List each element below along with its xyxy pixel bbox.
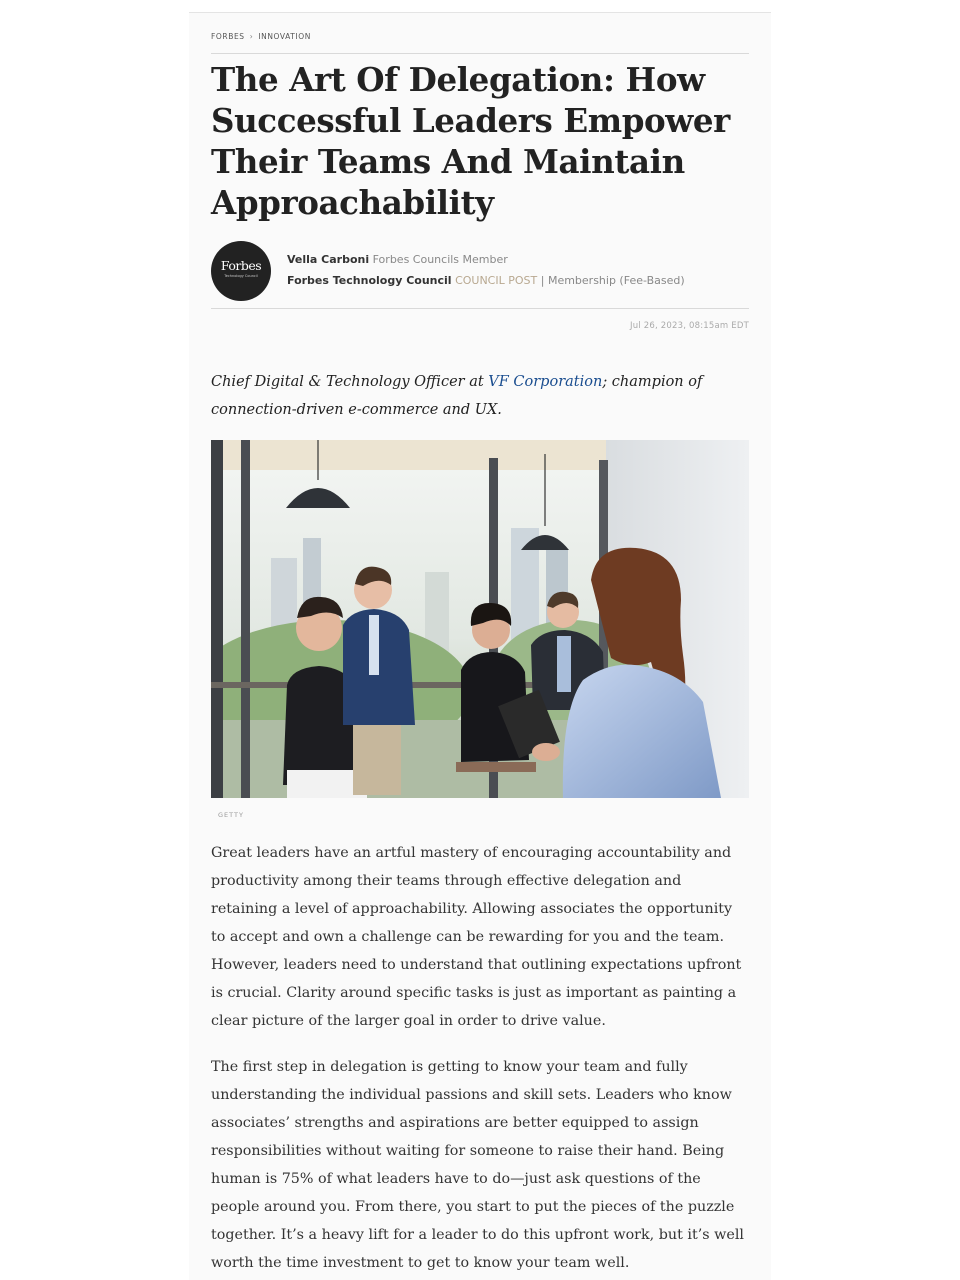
council-logo-subtitle: Technology Council xyxy=(224,274,258,278)
article-page xyxy=(189,12,771,1280)
article-photo[interactable] xyxy=(211,440,749,798)
byline-council xyxy=(287,274,685,287)
bio-company-link[interactable]: VF Corporation xyxy=(488,374,603,390)
bio-prefix: Chief Digital & Technology Officer at xyxy=(211,374,489,390)
author-bio xyxy=(211,368,731,424)
breadcrumb-innovation-link[interactable]: INNOVATION xyxy=(258,32,312,41)
breadcrumb-forbes-link[interactable]: FORBES xyxy=(211,32,245,41)
council-logo-brand: Forbes xyxy=(220,258,262,273)
breadcrumb-separator: › xyxy=(249,32,254,41)
byline-divider: | xyxy=(540,274,545,287)
breadcrumb xyxy=(211,32,311,41)
bio-suffix: ; champion of connection-driven e-commerce and UX. xyxy=(211,374,703,418)
council-logo[interactable] xyxy=(211,241,271,301)
byline-author xyxy=(287,253,508,266)
publish-date: Jul 26, 2023, 08:15am EDT xyxy=(629,321,749,331)
article-title: The Art Of Delegation: How Successful Leaders Empower Their Teams And Maintain Approachability xyxy=(211,60,730,222)
author-role: Forbes Councils Member xyxy=(372,253,508,266)
article-paragraph-1: Great leaders have an artful mastery of encouraging accountability and productivity among their teams through effective delegation and retaining a level of approachability. Allowing associates the opportunity to accept and own a challenge can be rewarding for you and the team. However, leaders need to understand that outlining expectations upfront is crucial. Clarity around specific tasks is just as important as painting a clear picture of the larger goal in order to drive value. xyxy=(211,845,742,1029)
membership-label[interactable]: Membership (Fee-Based) xyxy=(547,274,685,287)
article-paragraph-2: The first step in delegation is getting to know your team and fully understanding the individual passions and skill sets. Leaders who know associates’ strengths and aspirations are better equipped to assign responsibilities without waiting for someone to raise their hand. Being human is 75% of what leaders have to do—just ask questions of the people around you. From there, you start to put the pieces of the puzzle together. It’s a heavy lift for a leader to do this upfront work, but it’s well worth the time investment to get to know your team well. xyxy=(211,1059,744,1271)
council-post-label: COUNCIL POST xyxy=(455,274,538,287)
photo-credit: GETTY xyxy=(218,811,244,819)
author-name-link[interactable]: Vella Carboni xyxy=(287,253,370,266)
byline-divider-line xyxy=(211,308,749,309)
council-name-link[interactable]: Forbes Technology Council xyxy=(287,274,452,287)
header-divider xyxy=(211,53,749,54)
